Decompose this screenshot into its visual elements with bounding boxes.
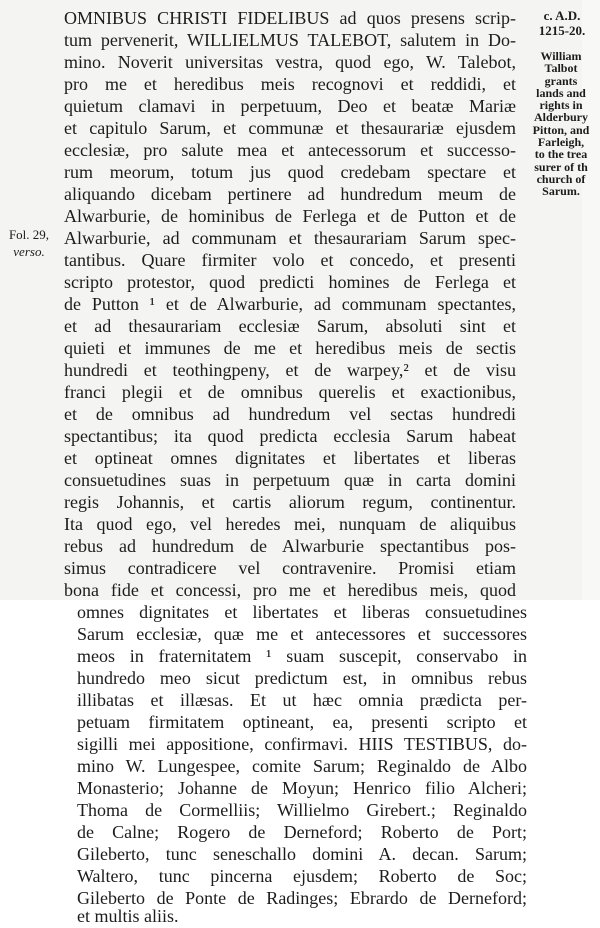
body-line: meos in fraternitatem ¹ suam suscepit, conservabo in — [77, 646, 527, 666]
body-line: quietum clamavi in perpetuum, Deo et beatæ Mariæ — [64, 96, 516, 116]
body-line: regis Johannis, et cartis aliorum regum, continentur. — [64, 492, 516, 512]
body-line: et capitulo Sarum, et communæ et thesaurariæ ejusdem — [64, 118, 516, 138]
body-line: et optineat omnes dignitates et libertates et liberas — [64, 448, 516, 468]
body-line: scripto protestor, quod predicti homines de Ferlega et — [64, 272, 516, 292]
body-line: hundredo meo sicut predictum est, in omnibus rebus — [77, 668, 527, 688]
body-line: et ad thesaurariam ecclesiæ Sarum, absoluti sint et — [64, 316, 516, 336]
margin-note-line: Sarum. — [542, 184, 580, 198]
body-line: Gileberto de Ponte de Radinges; Ebrardo de Derneford; — [77, 888, 527, 908]
body-line: hundredi et teothingpeny, et de warpey,² et de visu — [64, 360, 516, 380]
body-line: consuetudines suas in perpetuum quæ in carta domini — [64, 470, 516, 490]
body-line: mino. Noverit universitas vestra, quod ego, W. Talebot, — [64, 52, 516, 72]
body-line: illibatas et illæsas. Et ut hæc omnia prædicta per- — [77, 690, 527, 710]
margin-note-line: church of — [536, 171, 586, 186]
margin-note-line: to the trea — [534, 147, 588, 162]
body-line: de Calne; Rogero de Derneford; Roberto de Port; — [77, 822, 527, 842]
body-line: Thoma de Cormelliis; Willielmo Girebert.; Reginaldo — [77, 800, 527, 820]
margin-note — [522, 50, 600, 198]
folio-reference — [0, 226, 58, 260]
body-line: spectantibus; ita quod predicta ecclesia Sarum habeat — [64, 426, 516, 446]
body-line: franci plegii et de omnibus querelis et exactionibus, — [64, 382, 516, 402]
body-line: sigilli mei appositione, confirmavi. HIIS TESTIBUS, do- — [77, 734, 527, 754]
body-line: bona fide et concessi, pro me et heredibus meis, quod — [64, 580, 516, 600]
body-line: OMNIBUS CHRISTI FIDELIBUS ad quos presens scrip- — [64, 8, 516, 28]
body-line: rebus ad hundredum de Alwarburie spectantibus pos- — [64, 536, 516, 556]
margin-note-line: William — [540, 50, 582, 63]
body-line: Alwarburie, ad communam et thesaurariam Sarum spec- — [64, 228, 516, 248]
body-line: Alwarburie, de hominibus de Ferlega et de Putton et de — [64, 206, 516, 226]
margin-note-line: grants — [544, 73, 578, 88]
body-line: et multis aliis. — [77, 906, 179, 926]
body-line: quieti et immunes de me et heredibus meis de sectis — [64, 338, 516, 358]
body-line: Waltero, tunc pincerna ejusdem; Roberto de Soc; — [77, 866, 527, 886]
folio-side: verso. — [13, 244, 45, 259]
date-note-line: 1215-20. — [538, 23, 586, 38]
date-note — [527, 8, 597, 38]
body-line: de Putton ¹ et de Alwarburie, ad communam spectantes, — [64, 294, 516, 314]
body-line: simus contradicere vel contravenire. Promisi etiam — [64, 558, 516, 578]
body-line: mino W. Lungespee, comite Sarum; Reginaldo de Albo — [77, 756, 527, 776]
margin-note-line: Talbot — [544, 61, 578, 76]
margin-note-line: rights in — [539, 98, 583, 113]
margin-note-line: lands and — [536, 85, 586, 100]
body-line: Monasterio; Johanne de Moyun; Henrico filio Alcheri; — [77, 778, 527, 798]
margin-note-line: Pitton, and — [532, 122, 590, 137]
body-line: aliquando dicebam pertinere ad hundredum meum de — [64, 184, 516, 204]
body-line: rum meorum, totum jus quod credebam spectare et — [64, 162, 516, 182]
date-note-line: c. A.D. — [543, 8, 581, 23]
body-line: et de omnibus ad hundredum vel sectas hundredi — [64, 404, 516, 424]
body-line: pro me et heredibus meis recognovi et reddidi, et — [64, 74, 516, 94]
margin-note-line: surer of th — [534, 159, 588, 174]
body-line: tum pervenerit, WILLIELMUS TALEBOT, salutem in Do- — [64, 30, 516, 50]
body-line: ecclesiæ, pro salute mea et antecessorum et successo- — [64, 140, 516, 160]
body-line: omnes dignitates et libertates et liberas consuetudines — [77, 602, 527, 622]
body-line: petuam firmitatem optineant, ea, presenti scripto et — [77, 712, 527, 732]
margin-note-line: Farleigh, — [537, 135, 585, 150]
body-line: Ita quod ego, vel heredes mei, nunquam de aliquibus — [64, 514, 516, 534]
body-line: Gileberto, tunc seneschallo domini A. decan. Sarum; — [77, 844, 527, 864]
folio-label: Fol. 29, — [8, 227, 50, 242]
margin-note-line: Alderbury — [534, 110, 588, 125]
body-line: tantibus. Quare firmiter volo et concedo, et presenti — [64, 250, 516, 270]
body-line: Sarum ecclesiæ, quæ me et antecessores et successores — [77, 624, 527, 644]
